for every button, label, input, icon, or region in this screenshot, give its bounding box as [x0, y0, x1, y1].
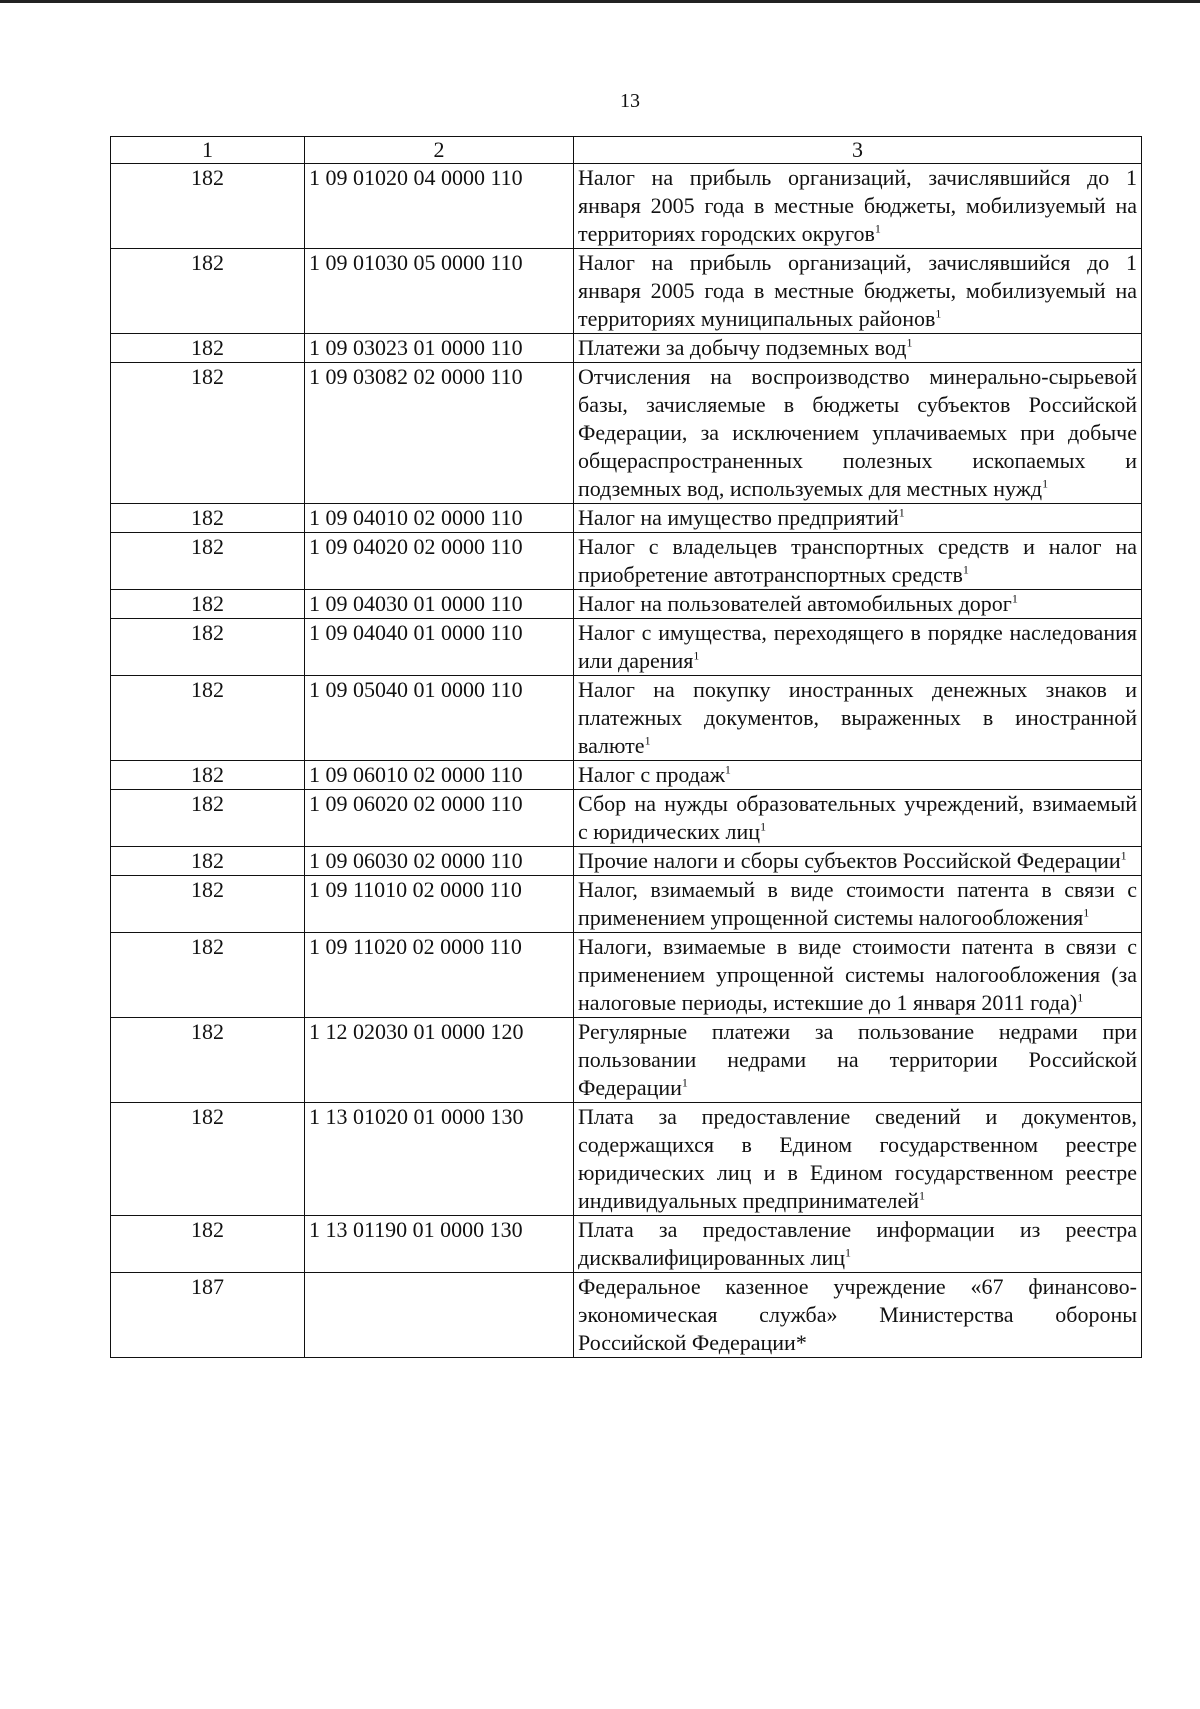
admin-code-cell: 182 [111, 847, 305, 876]
header-col-1: 1 [111, 137, 305, 164]
income-name-text: Регулярные платежи за пользование недрами при пользовании недрами на территории Российской Федерации [578, 1019, 1137, 1100]
header-col-2: 2 [305, 137, 574, 164]
income-name-text: Федеральное казенное учреждение «67 финансово-экономическая служба» Министерства обороны Российской Федерации* [578, 1274, 1137, 1355]
footnote-marker: 1 [693, 648, 700, 663]
footnote-marker: 1 [724, 762, 731, 777]
table-row [111, 533, 1142, 590]
admin-code-cell: 182 [111, 676, 305, 761]
table-row [111, 847, 1142, 876]
table-row [111, 249, 1142, 334]
income-name-cell [574, 164, 1142, 249]
footnote-marker: 1 [906, 335, 913, 350]
income-name-text: Отчисления на воспроизводство минерально-сырьевой базы, зачисляемые в бюджеты субъектов Российской Федерации, за исключением уплачиваемых при добыче общераспространенных полезных ископаемых и подземных вод, используемых для местных нужд [578, 364, 1137, 501]
page-number: 13 [620, 90, 640, 112]
income-name-text: Плата за предоставление информации из реестра дисквалифицированных лиц [578, 1217, 1137, 1270]
table-row [111, 1273, 1142, 1358]
footnote-marker: 1 [760, 819, 767, 834]
income-code-cell: 1 09 06010 02 0000 110 [305, 761, 574, 790]
income-code-cell: 1 13 01020 01 0000 130 [305, 1103, 574, 1216]
income-name-cell [574, 790, 1142, 847]
admin-code-cell: 182 [111, 761, 305, 790]
income-code-cell: 1 09 03082 02 0000 110 [305, 363, 574, 504]
income-name-text: Налог, взимаемый в виде стоимости патента в связи с применением упрощенной системы налогообложения [578, 877, 1137, 930]
admin-code-cell: 182 [111, 1018, 305, 1103]
table-row [111, 1103, 1142, 1216]
income-name-cell [574, 933, 1142, 1018]
footnote-marker: 1 [935, 306, 942, 321]
header-row [111, 137, 1142, 164]
income-name-text: Плата за предоставление сведений и документов, содержащихся в Едином государственном реестре юридических лиц и в Едином государственном реестре индивидуальных предпринимателей [578, 1104, 1137, 1213]
income-name-cell [574, 334, 1142, 363]
admin-code-cell: 182 [111, 590, 305, 619]
income-name-cell [574, 1103, 1142, 1216]
footnote-marker: 1 [919, 1188, 925, 1203]
header-col-3: 3 [574, 137, 1142, 164]
table-row [111, 619, 1142, 676]
table-row [111, 504, 1142, 533]
footnote-marker: 1 [874, 221, 881, 236]
income-name-cell [574, 504, 1142, 533]
income-code-cell: 1 09 04020 02 0000 110 [305, 533, 574, 590]
admin-code-cell: 182 [111, 876, 305, 933]
table-row [111, 676, 1142, 761]
income-code-cell: 1 09 03023 01 0000 110 [305, 334, 574, 363]
income-code-cell: 1 09 01020 04 0000 110 [305, 164, 574, 249]
table-body [111, 164, 1142, 1358]
admin-code-cell: 187 [111, 1273, 305, 1358]
income-code-cell: 1 12 02030 01 0000 120 [305, 1018, 574, 1103]
income-code-cell: 1 09 11020 02 0000 110 [305, 933, 574, 1018]
income-name-text: Платежи за добычу подземных вод [578, 335, 907, 360]
income-name-text: Сбор на нужды образовательных учреждений, взимаемый с юридических лиц [578, 791, 1137, 844]
income-code-cell [305, 1273, 574, 1358]
table-row [111, 933, 1142, 1018]
income-name-cell [574, 363, 1142, 504]
income-name-cell [574, 1018, 1142, 1103]
budget-codes-table [110, 136, 1142, 1358]
income-name-cell [574, 249, 1142, 334]
income-code-cell: 1 09 06020 02 0000 110 [305, 790, 574, 847]
table-row [111, 761, 1142, 790]
income-name-text: Налог с имущества, переходящего в порядке наследования или дарения [578, 620, 1137, 673]
admin-code-cell: 182 [111, 249, 305, 334]
footnote-marker: 1 [644, 733, 651, 748]
income-name-text: Налог на прибыль организаций, зачислявшийся до 1 января 2005 года в местные бюджеты, мобилизуемый на территориях муниципальных районов [578, 250, 1137, 331]
income-name-cell [574, 1273, 1142, 1358]
income-code-cell: 1 09 01030 05 0000 110 [305, 249, 574, 334]
income-name-cell [574, 761, 1142, 790]
admin-code-cell: 182 [111, 1216, 305, 1273]
income-name-text: Прочие налоги и сборы субъектов Российской Федерации [578, 848, 1121, 873]
income-name-cell [574, 1216, 1142, 1273]
income-name-cell [574, 847, 1142, 876]
page-top-border [0, 0, 1200, 3]
income-name-cell [574, 676, 1142, 761]
table-row [111, 790, 1142, 847]
footnote-marker: 1 [1120, 848, 1127, 863]
income-code-cell: 1 09 04010 02 0000 110 [305, 504, 574, 533]
table-row [111, 1018, 1142, 1103]
income-name-text: Налоги, взимаемые в виде стоимости патента в связи с применением упрощенной системы налогообложения (за налоговые периоды, истекшие до 1 января 2011 года) [578, 934, 1137, 1015]
admin-code-cell: 182 [111, 504, 305, 533]
income-code-cell: 1 09 04040 01 0000 110 [305, 619, 574, 676]
table-row [111, 876, 1142, 933]
admin-code-cell: 182 [111, 619, 305, 676]
table-row [111, 363, 1142, 504]
income-name-text: Налог на пользователей автомобильных дорог [578, 591, 1012, 616]
footnote-marker: 1 [1083, 905, 1090, 920]
income-name-cell [574, 876, 1142, 933]
footnote-marker: 1 [898, 505, 905, 520]
income-code-cell: 1 09 06030 02 0000 110 [305, 847, 574, 876]
income-code-cell: 1 09 05040 01 0000 110 [305, 676, 574, 761]
income-code-cell: 1 09 04030 01 0000 110 [305, 590, 574, 619]
footnote-marker: 1 [1077, 990, 1084, 1005]
income-name-cell [574, 590, 1142, 619]
admin-code-cell: 182 [111, 1103, 305, 1216]
footnote-marker: 1 [681, 1075, 688, 1090]
admin-code-cell: 182 [111, 533, 305, 590]
income-code-cell: 1 09 11010 02 0000 110 [305, 876, 574, 933]
income-name-text: Налог на имущество предприятий [578, 505, 899, 530]
income-name-text: Налог с продаж [578, 762, 725, 787]
income-name-cell [574, 533, 1142, 590]
income-name-cell [574, 619, 1142, 676]
admin-code-cell: 182 [111, 933, 305, 1018]
table-row [111, 1216, 1142, 1273]
footnote-marker: 1 [1011, 591, 1018, 606]
footnote-marker: 1 [1042, 476, 1049, 491]
income-name-text: Налог на покупку иностранных денежных знаков и платежных документов, выраженных в иностранной валюте [578, 677, 1137, 758]
admin-code-cell: 182 [111, 164, 305, 249]
admin-code-cell: 182 [111, 334, 305, 363]
footnote-marker: 1 [962, 562, 969, 577]
table-row [111, 164, 1142, 249]
admin-code-cell: 182 [111, 363, 305, 504]
admin-code-cell: 182 [111, 790, 305, 847]
table-row [111, 334, 1142, 363]
income-name-text: Налог с владельцев транспортных средств и налог на приобретение автотранспортных средств [578, 534, 1137, 587]
table-row [111, 590, 1142, 619]
income-code-cell: 1 13 01190 01 0000 130 [305, 1216, 574, 1273]
income-name-text: Налог на прибыль организаций, зачислявшийся до 1 января 2005 года в местные бюджеты, мобилизуемый на территориях городских округов [578, 165, 1137, 246]
footnote-marker: 1 [845, 1245, 852, 1260]
